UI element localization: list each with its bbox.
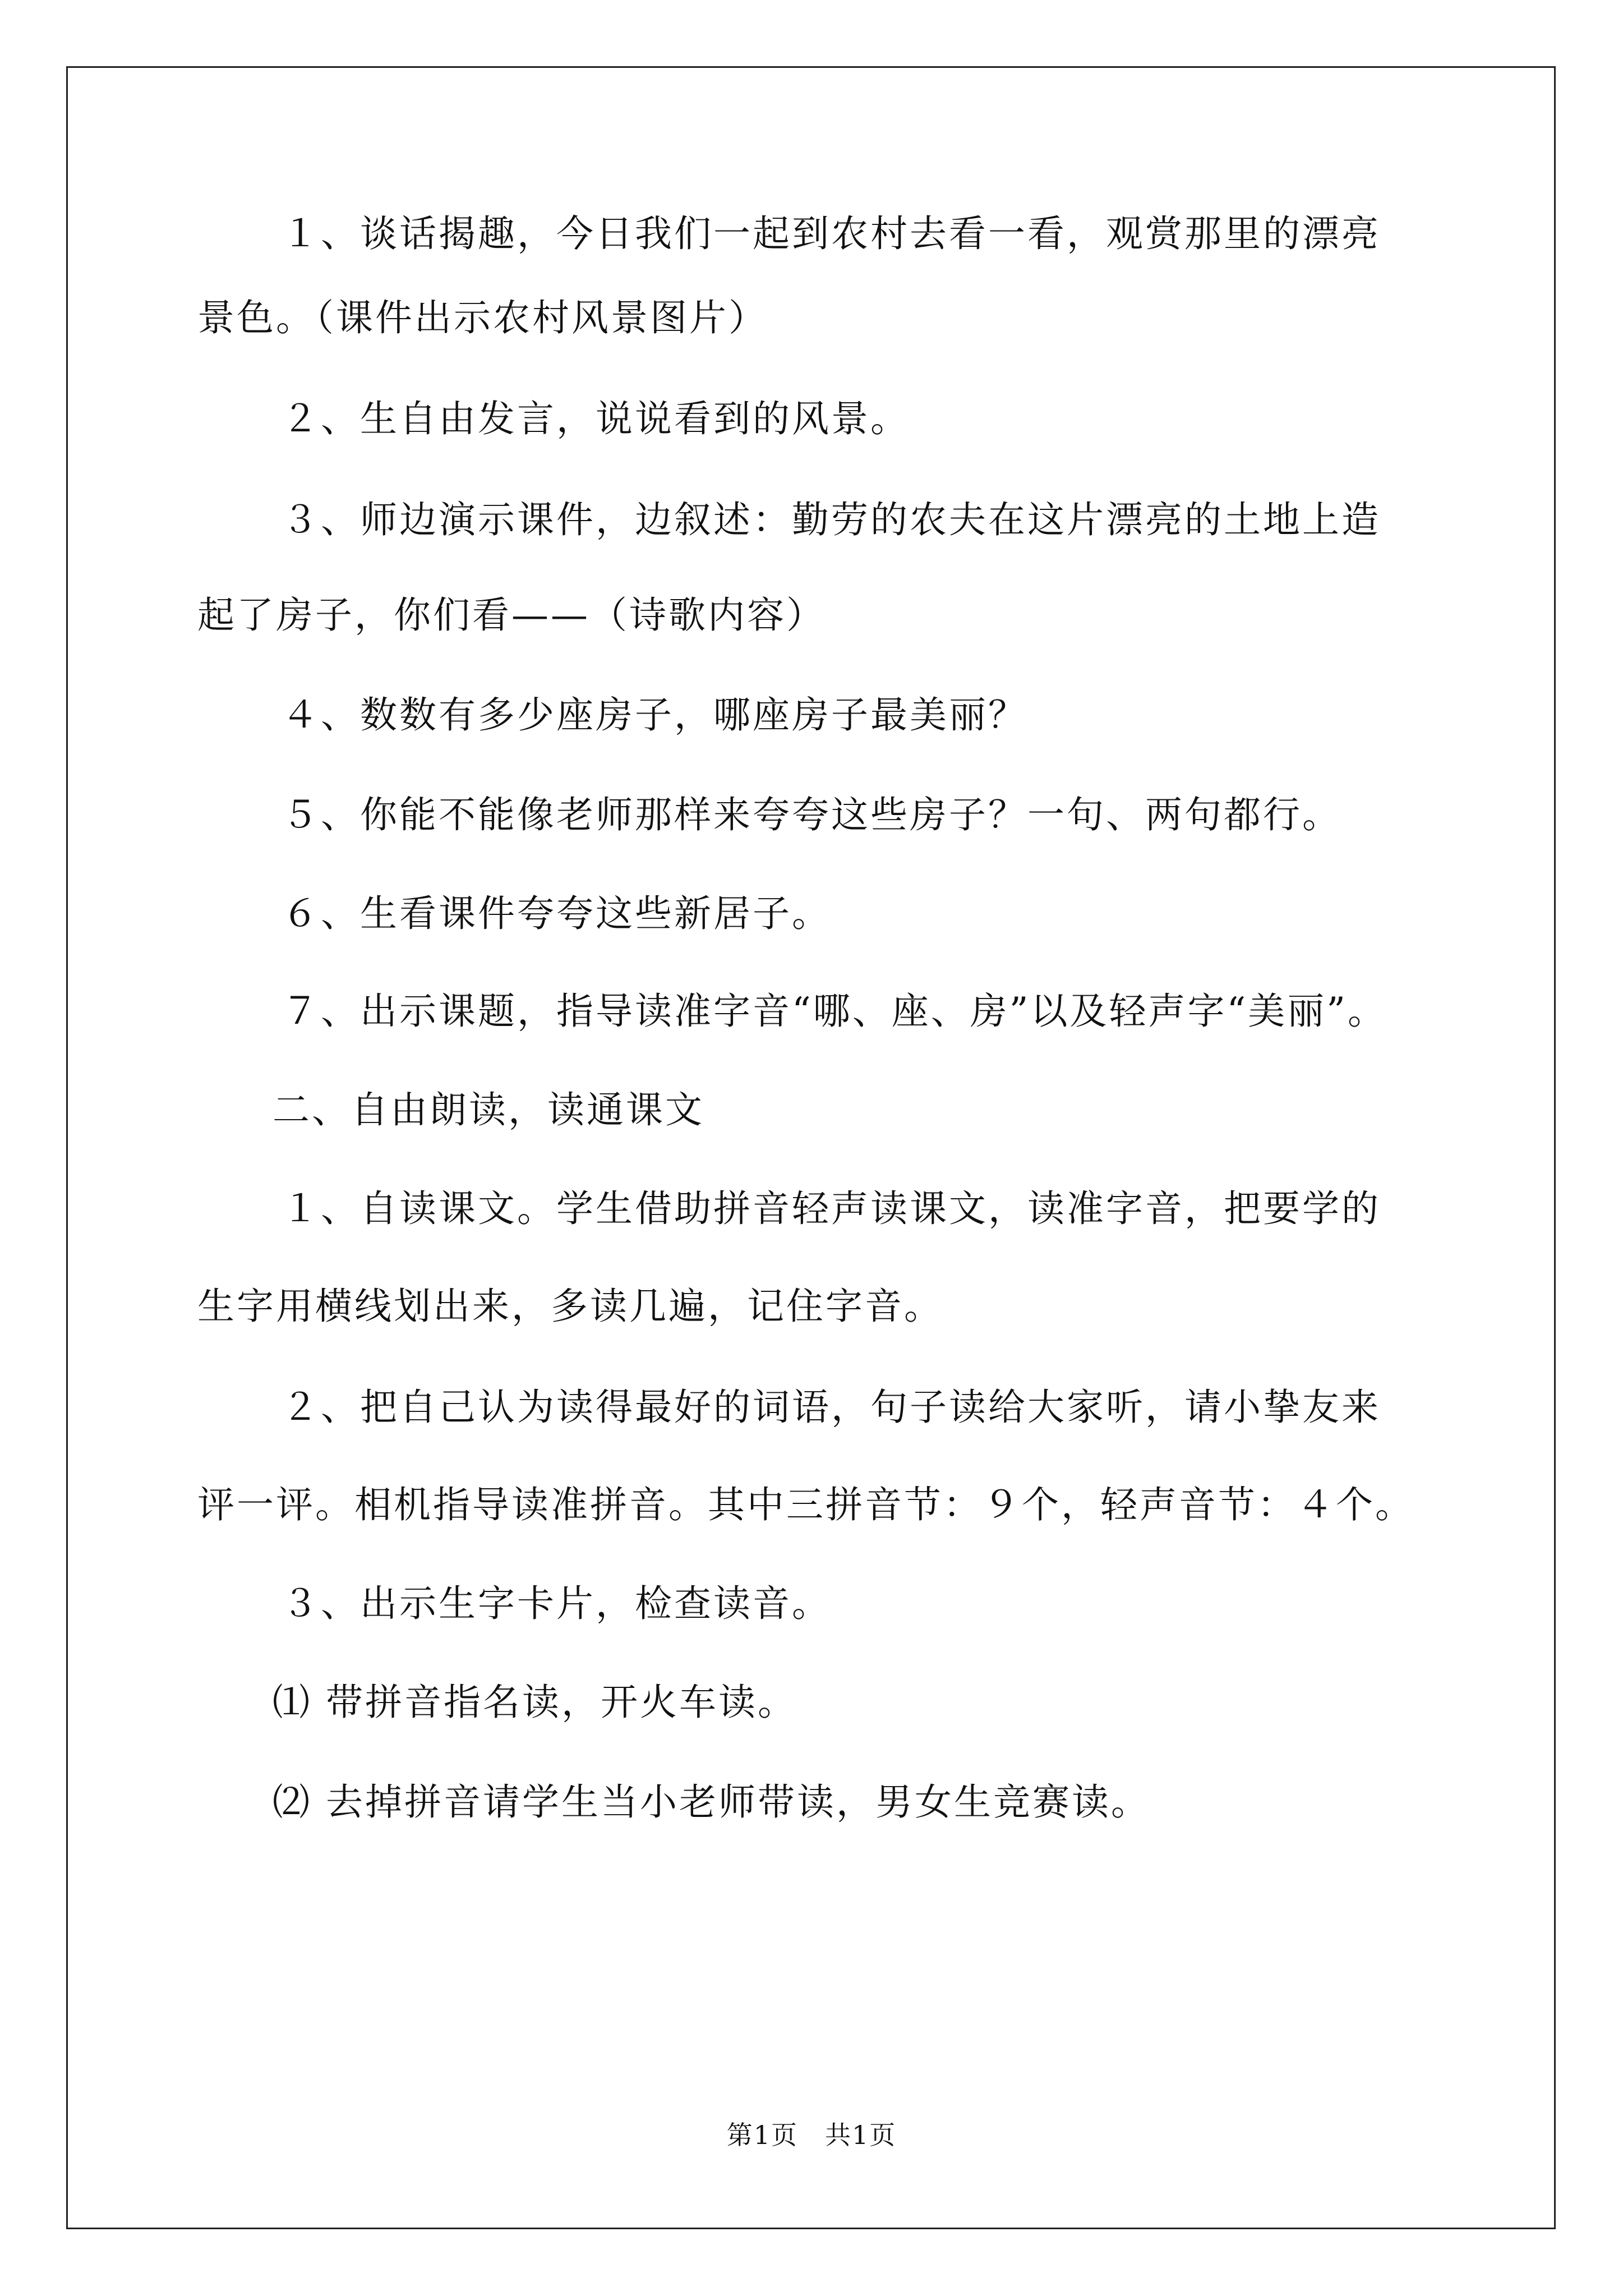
paragraph-line: １、自读课文。学生借助拼音轻声读课文，读准字音，把要学的 — [282, 1187, 1381, 1230]
paragraph-line: ４、数数有多少座房子，哪座房子最美丽？ — [282, 693, 1027, 737]
paragraph-line: ３、出示生字卡片，检查读音。 — [282, 1582, 831, 1625]
paragraph-line: 起了房子，你们看——（诗歌内容） — [197, 593, 826, 637]
paragraph-line: 生字用横线划出来，多读几遍，记住字音。 — [197, 1285, 943, 1328]
paragraph-line: 评一评。相机指导读准拼音。其中三拼音节：９个，轻声音节：４个。 — [197, 1483, 1414, 1526]
section-heading: 二、自由朗读，读通课文 — [273, 1088, 704, 1131]
paragraph-line: １、谈话揭趣，今日我们一起到农村去看一看，观赏那里的漂亮 — [282, 212, 1381, 255]
paragraph-line: ２、把自己认为读得最好的词语，句子读给大家听，请小挚友来 — [282, 1386, 1381, 1429]
paragraph-line: ６、生看课件夸夸这些新居子。 — [282, 892, 831, 935]
paragraph-line: ５、你能不能像老师那样来夸夸这些房子？一句、两句都行。 — [282, 793, 1341, 836]
paragraph-line: ⑴ 带拼音指名读，开火车读。 — [273, 1681, 797, 1724]
paragraph-line: ２、生自由发言，说说看到的风景。 — [282, 397, 910, 440]
paragraph-line: ７、出示课题，指导读准字音“哪、座、房”以及轻声字“美丽”。 — [282, 990, 1387, 1033]
paragraph-line: ⑵ 去掉拼音请学生当小老师带读，男女生竞赛读。 — [273, 1780, 1150, 1824]
paragraph-line: 景色。（课件出示农村风景图片） — [197, 296, 768, 339]
paragraph-line: ３、师边演示课件，边叙述：勤劳的农夫在这片漂亮的土地上造 — [282, 498, 1381, 541]
page-border — [66, 66, 1556, 2229]
page-number-footer: 第1页 共1页 — [726, 2120, 897, 2150]
